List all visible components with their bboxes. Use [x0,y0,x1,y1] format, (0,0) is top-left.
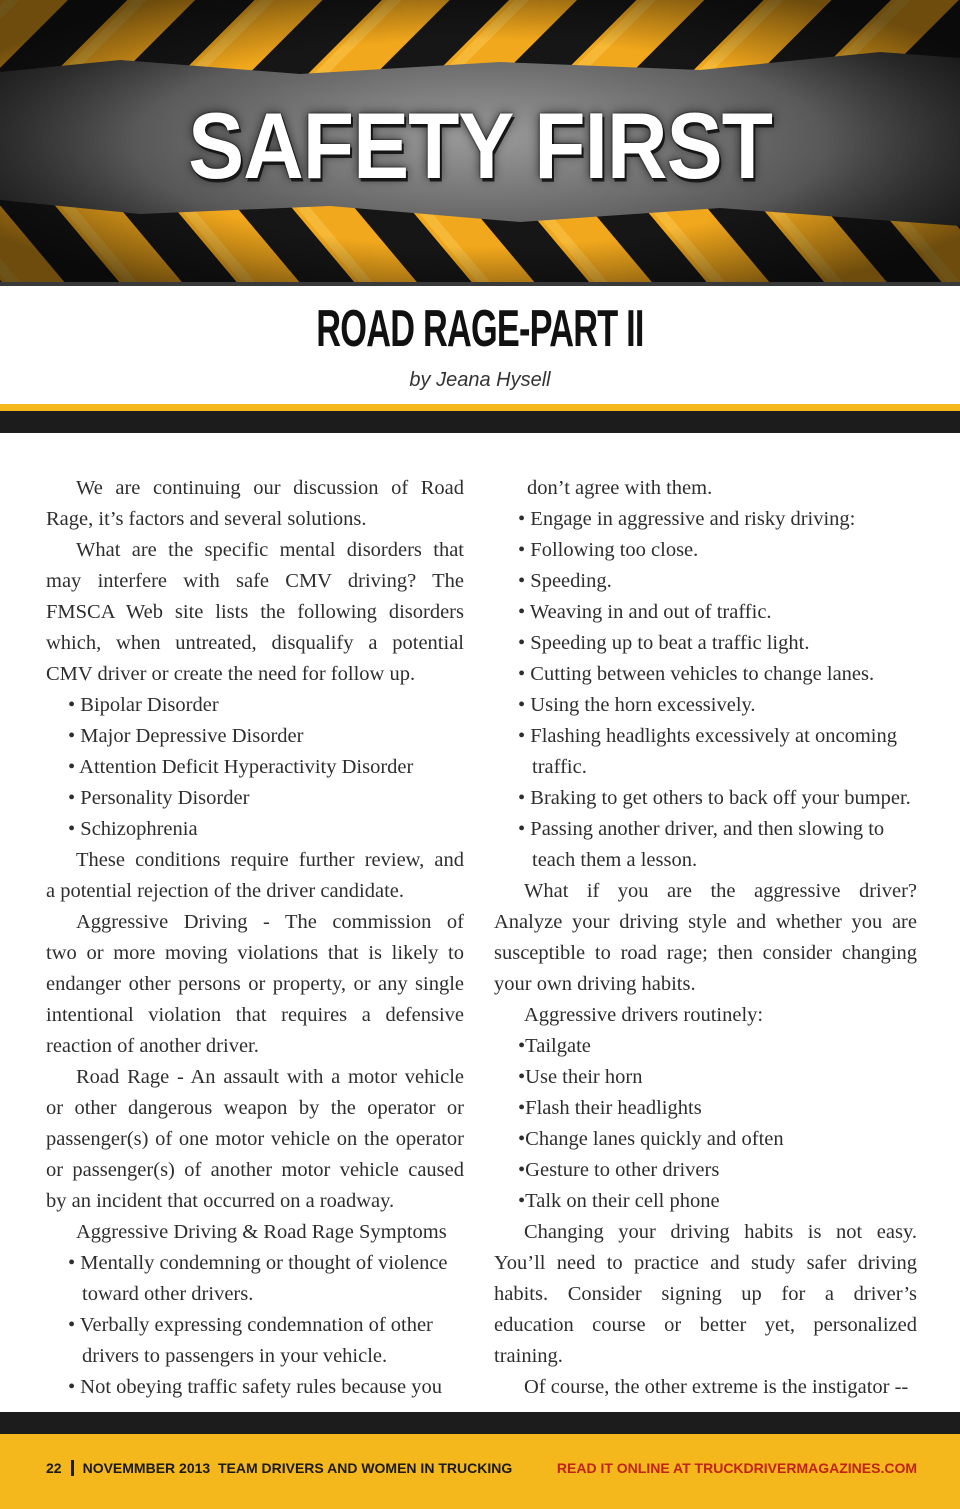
list-item: •Use their horn [518,1066,643,1088]
footer-dark-rule [0,1412,960,1434]
read-online-link[interactable]: READ IT ONLINE AT TRUCKDRIVERMAGAZINES.COM [556,1460,917,1476]
text-line: Aggressive Driving - The commission of [76,911,464,933]
header-yellow-rule [0,404,960,411]
text-line: You’ll need to practice and study safer driving [494,1252,917,1274]
page-number: 22 [46,1460,62,1476]
publication-name: TEAM DRIVERS AND WOMEN IN TRUCKING [217,1460,513,1476]
footer-issue-info [46,1460,512,1476]
list-item: • Passing another driver, and then slowing to [518,818,885,840]
list-item-continuation: traffic. [532,756,587,778]
text-line: may interfere with safe CMV driving? The [46,570,464,592]
text-line: education course or better yet, personalized [494,1314,917,1336]
list-item: • Bipolar Disorder [68,694,219,716]
list-item: • Major Depressive Disorder [68,725,304,747]
text-line: which, when untreated, disqualify a potential [46,632,464,654]
list-item-continuation: toward other drivers. [82,1283,254,1305]
issue-date: NOVEMMBER 2013 [82,1460,211,1476]
text-line: What if you are the aggressive driver? [524,880,917,902]
list-item: • Engage in aggressive and risky driving: [518,508,856,530]
list-item-continuation: drivers to passengers in your vehicle. [82,1345,388,1367]
text-line: Analyze your driving style and whether you are [494,911,917,933]
list-item-continuation: teach them a lesson. [532,849,698,871]
text-line: or other dangerous weapon by the operator or [46,1097,464,1119]
text-line: Road Rage - An assault with a motor vehicle [76,1066,464,1088]
text-line: intentional violation that requires a defensive [46,1004,464,1026]
section-heading: Aggressive Driving & Road Rage Symptoms [76,1221,447,1243]
list-item-continuation: don’t agree with them. [527,477,713,499]
list-item: •Change lanes quickly and often [518,1128,784,1150]
right-column [494,473,917,1403]
list-item: • Speeding. [518,570,612,592]
article-title: ROAD RAGE-PART II [316,300,644,358]
text-line: FMSCA Web site lists the following disorders [46,601,464,623]
list-item: • Weaving in and out of traffic. [518,601,772,623]
text-line: or passenger(s) of another motor vehicle caused [46,1159,464,1181]
text-line: a potential rejection of the driver candidate. [46,880,405,902]
left-column [46,473,464,1403]
list-item: • Following too close. [518,539,699,561]
text-line: by an incident that occurred on a roadway. [46,1190,395,1212]
footer-separator [71,1460,74,1476]
list-item: • Not obeying traffic safety rules because you [68,1376,442,1398]
text-line: CMV driver or create the need for follow up. [46,663,416,685]
list-item: • Mentally condemning or thought of violence [68,1252,448,1274]
banner-bottom-line [0,282,960,286]
text-line: Aggressive drivers routinely: [524,1004,764,1026]
list-item: • Attention Deficit Hyperactivity Disorder [68,756,414,778]
text-line: endanger other persons or property, or any single [46,973,464,995]
header-dark-rule [0,411,960,433]
text-line: passenger(s) of one motor vehicle on the operator [46,1128,464,1150]
list-item: • Schizophrenia [68,818,198,840]
text-line: What are the specific mental disorders that [76,539,464,561]
article-byline: by Jeana Hysell [409,369,551,391]
list-item: •Talk on their cell phone [518,1190,720,1212]
list-item: • Braking to get others to back off your bumper. [518,787,911,809]
list-item: • Flashing headlights excessively at oncoming [518,725,897,747]
text-line: We are continuing our discussion of Road [76,477,464,499]
list-item: •Gesture to other drivers [518,1159,720,1181]
text-line: Changing your driving habits is not easy. [524,1221,917,1243]
text-line: These conditions require further review, and [76,849,464,871]
list-item: •Tailgate [518,1035,591,1057]
text-line: training. [494,1345,563,1367]
text-line: reaction of another driver. [46,1035,259,1057]
list-item: • Personality Disorder [68,787,250,809]
list-item: • Cutting between vehicles to change lanes. [518,663,875,685]
safety-banner [0,0,960,286]
list-item: • Using the horn excessively. [518,694,756,716]
list-item: •Flash their headlights [518,1097,702,1119]
list-item: • Speeding up to beat a traffic light. [518,632,810,654]
text-line: habits. Consider signing up for a driver’s [494,1283,917,1305]
text-line: your own driving habits. [494,973,696,995]
text-line: two or more moving violations that is likely to [46,942,464,964]
text-line: Rage, it’s factors and several solutions. [46,508,367,530]
text-line: Of course, the other extreme is the instigator -- [524,1376,909,1398]
text-line: susceptible to road rage; then consider changing [494,942,917,964]
banner-title: SAFETY FIRST [188,93,772,199]
list-item: • Verbally expressing condemnation of other [68,1314,433,1336]
